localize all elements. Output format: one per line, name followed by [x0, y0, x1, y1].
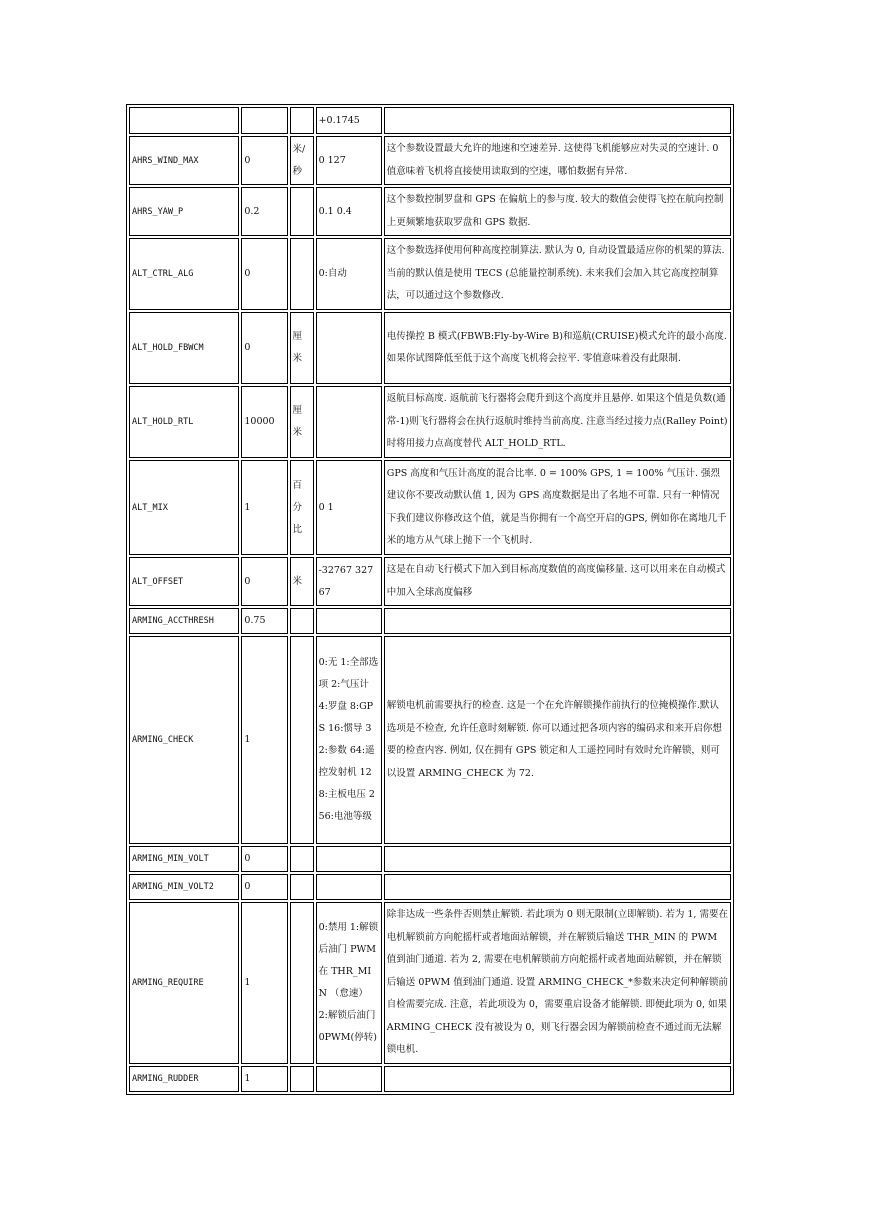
table-row: [129, 238, 731, 310]
table-row: [129, 187, 731, 236]
param-unit-cell: 百分比: [290, 460, 314, 555]
param-desc-cell: 这个参数控制罗盘和 GPS 在偏航上的参与度. 较大的数值会使得飞控在航向控制上更频繁地获取罗盘和 GPS 数据.: [384, 187, 731, 236]
param-default-cell: [241, 107, 287, 134]
param-default-cell: 1: [241, 460, 287, 555]
param-unit-cell: [290, 238, 314, 310]
param-name-cell: ARMING_RUDDER: [129, 1066, 239, 1092]
table-row: [129, 460, 731, 555]
param-range-cell: [316, 846, 382, 872]
param-desc-cell: [384, 608, 731, 634]
param-default-cell: 0: [241, 312, 287, 384]
table-row: [129, 608, 731, 634]
param-name-cell: ARMING_REQUIRE: [129, 902, 239, 1064]
param-range-cell: [316, 386, 382, 458]
param-unit-cell: [290, 846, 314, 872]
param-default-cell: 1: [241, 636, 287, 844]
param-desc-cell: 电传操控 B 模式(FBWB:Fly-by-Wire B)和巡航(CRUISE)模式允许的最小高度. 如果你试图降低至低于这个高度飞机将会拉平. 零值意味着没有此限制.: [384, 312, 731, 384]
param-range-cell: 0:禁用 1:解锁后油门 PWM 在 THR_MIN （怠速） 2:解锁后油门 0PWM(停转): [316, 902, 382, 1064]
param-desc-cell: [384, 874, 731, 900]
param-name-cell: ALT_OFFSET: [129, 557, 239, 606]
param-default-cell: 0: [241, 846, 287, 872]
param-desc-cell: 除非达成一些条件否则禁止解锁. 若此项为 0 则无限制(立即解锁). 若为 1, 需要在电机解锁前方向舵摇杆或者地面站解锁，并在解锁后输送 THR_MIN 的 PWM 值到油门通道. 若为 2, 需要在电机解锁前方向舵摇杆或者地面站解锁，并在解锁后输送 0PWM 值到油门通道. 设置 ARMING_CHECK_*参数来决定何种解锁前自检需要完成. 注意，若此项设为 0，需要重启设备才能解锁. 即便此项为 0, 如果 ARMING_CHECK 没有被设为 0，则飞行器会因为解锁前检查不通过而无法解锁电机.: [384, 902, 731, 1064]
param-range-cell: [316, 1066, 382, 1092]
param-name-cell: ALT_CTRL_ALG: [129, 238, 239, 310]
param-range-cell: 0.1 0.4: [316, 187, 382, 236]
param-desc-cell: [384, 1066, 731, 1092]
table-row: [129, 136, 731, 185]
param-default-cell: 10000: [241, 386, 287, 458]
param-range-cell: 0:自动: [316, 238, 382, 310]
param-name-cell: AHRS_WIND_MAX: [129, 136, 239, 185]
param-range-cell: +0.1745: [316, 107, 382, 134]
param-desc-cell: GPS 高度和气压计高度的混合比率. 0 = 100% GPS, 1 = 100% 气压计. 强烈建议你不要改动默认值 1, 因为 GPS 高度数据是出了名地不可靠. 只有一种情况下我们建议你修改这个值，就是当你拥有一个高空开启的GPS, 例如你在离地几千米的地方从气球上抛下一个飞机时.: [384, 460, 731, 555]
param-desc-cell: [384, 846, 731, 872]
table-row: [129, 386, 731, 458]
table-row: [129, 312, 731, 384]
param-unit-cell: [290, 636, 314, 844]
param-default-cell: 0: [241, 874, 287, 900]
param-range-cell: 0:无 1:全部选项 2:气压计 4:罗盘 8:GPS 16:惯导 32:参数 64:遥控发射机 128:主板电压 256:电池等级: [316, 636, 382, 844]
param-default-cell: 0: [241, 136, 287, 185]
param-unit-cell: [290, 874, 314, 900]
param-name-cell: ALT_HOLD_FBWCM: [129, 312, 239, 384]
param-default-cell: 1: [241, 902, 287, 1064]
param-unit-cell: [290, 187, 314, 236]
param-range-cell: [316, 312, 382, 384]
parameter-table: [126, 104, 734, 1095]
param-default-cell: 0.75: [241, 608, 287, 634]
param-desc-cell: 这个参数设置最大允许的地速和空速差异. 这使得飞机能够应对失灵的空速计. 0 值意味着飞机将直接使用读取到的空速，哪怕数据有异常.: [384, 136, 731, 185]
param-unit-cell: [290, 107, 314, 134]
param-default-cell: 0: [241, 238, 287, 310]
param-name-cell: ARMING_MIN_VOLT: [129, 846, 239, 872]
param-range-cell: 0 127: [316, 136, 382, 185]
table-row: [129, 846, 731, 872]
param-name-cell: AHRS_YAW_P: [129, 187, 239, 236]
param-unit-cell: [290, 608, 314, 634]
param-desc-cell: [384, 107, 731, 134]
param-desc-cell: 返航目标高度. 返航前飞行器将会爬升到这个高度并且悬停. 如果这个值是负数(通常-1)则飞行器将会在执行返航时维持当前高度. 注意当经过接力点(Ralley Point)时将用接力点高度替代 ALT_HOLD_RTL.: [384, 386, 731, 458]
table-row: [129, 107, 731, 134]
table-row: [129, 1066, 731, 1092]
param-range-cell: [316, 874, 382, 900]
param-name-cell: [129, 107, 239, 134]
param-desc-cell: 这是在自动飞行模式下加入到目标高度数值的高度偏移量. 这可以用来在自动模式中加入全球高度偏移: [384, 557, 731, 606]
parameter-table-body: [129, 107, 731, 1092]
param-default-cell: 0.2: [241, 187, 287, 236]
param-name-cell: ARMING_CHECK: [129, 636, 239, 844]
param-desc-cell: 解锁电机前需要执行的检查. 这是一个在允许解锁操作前执行的位掩模操作.默认选项是不检查, 允许任意时刻解锁. 你可以通过把各项内容的编码求和来开启你想要的检查内容. 例如, 仅在拥有 GPS 锁定和人工遥控同时有效时允许解锁，则可以设置 ARMING_CHECK 为 72.: [384, 636, 731, 844]
param-unit-cell: 厘米: [290, 312, 314, 384]
table-row: [129, 557, 731, 606]
param-default-cell: 0: [241, 557, 287, 606]
param-range-cell: 0 1: [316, 460, 382, 555]
param-name-cell: ALT_MIX: [129, 460, 239, 555]
param-name-cell: ALT_HOLD_RTL: [129, 386, 239, 458]
param-desc-cell: 这个参数选择使用何种高度控制算法. 默认为 0, 自动设置最适应你的机架的算法. 当前的默认值是使用 TECS (总能量控制系统). 未来我们会加入其它高度控制算法，可以通过这个参数修改.: [384, 238, 731, 310]
param-range-cell: [316, 608, 382, 634]
param-name-cell: ARMING_ACCTHRESH: [129, 608, 239, 634]
param-unit-cell: [290, 1066, 314, 1092]
table-row: [129, 874, 731, 900]
param-unit-cell: 厘米: [290, 386, 314, 458]
param-range-cell: -32767 32767: [316, 557, 382, 606]
param-unit-cell: [290, 902, 314, 1064]
param-name-cell: ARMING_MIN_VOLT2: [129, 874, 239, 900]
param-default-cell: 1: [241, 1066, 287, 1092]
table-row: [129, 636, 731, 844]
table-row: [129, 902, 731, 1064]
param-unit-cell: 米: [290, 557, 314, 606]
param-unit-cell: 米/秒: [290, 136, 314, 185]
